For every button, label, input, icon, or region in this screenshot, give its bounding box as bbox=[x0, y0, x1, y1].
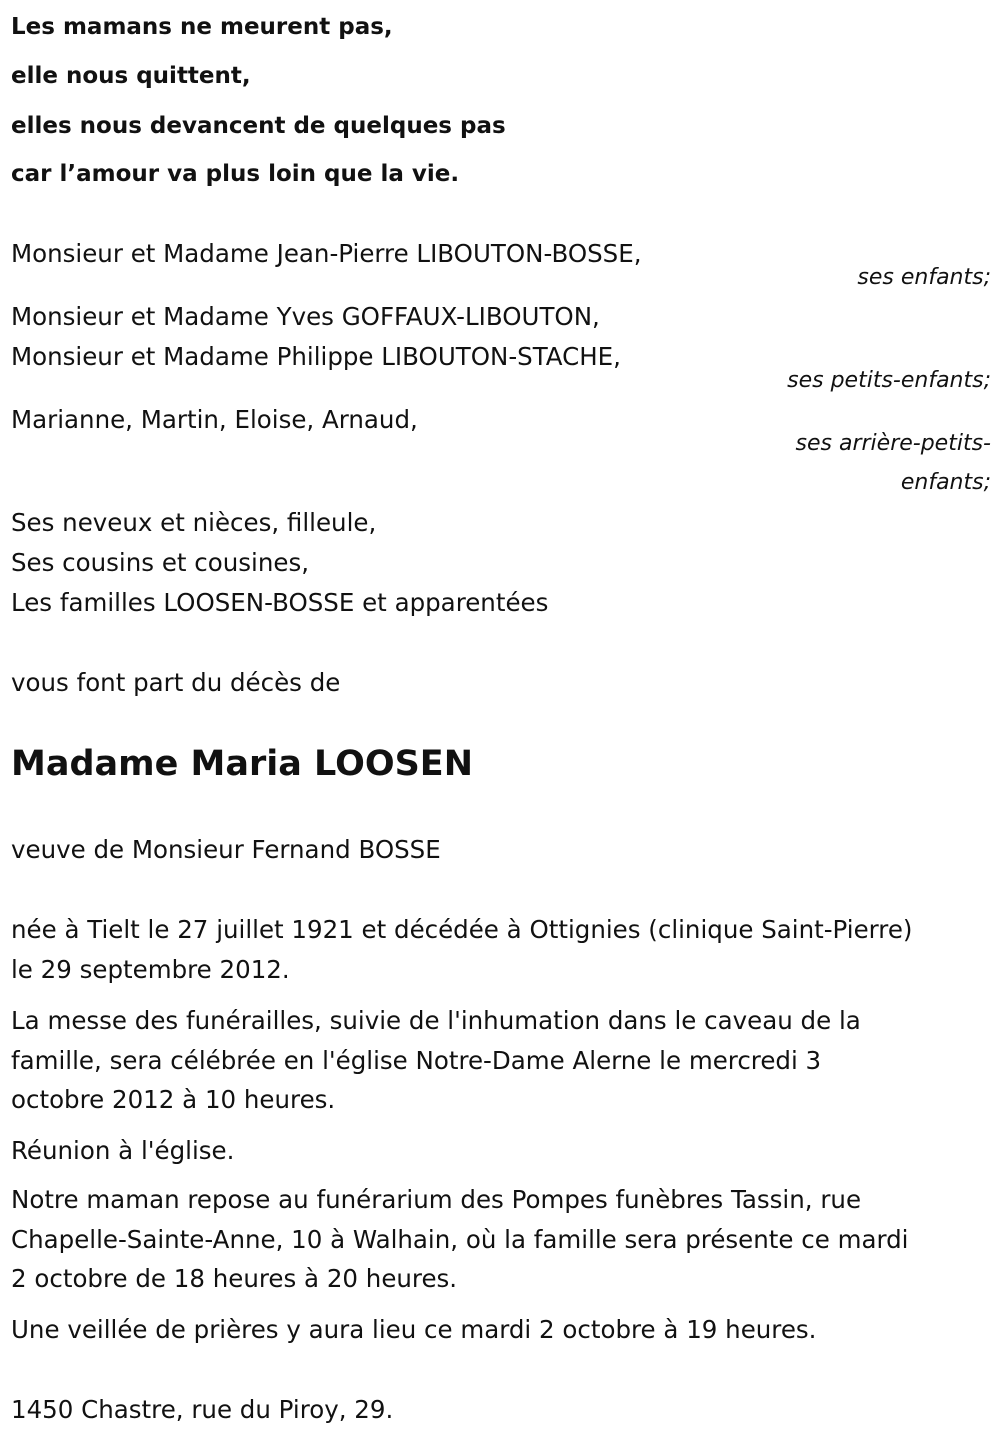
meeting-line: Réunion à l'église. bbox=[11, 1136, 235, 1165]
relatives-line: Ses cousins et cousines, bbox=[11, 548, 309, 577]
great-grandchildren-role: enfants; bbox=[900, 470, 991, 495]
widow-of-text: veuve de Monsieur Fernand BOSSE bbox=[11, 835, 441, 864]
grandchildren-role: ses petits-enfants; bbox=[787, 368, 991, 393]
funerarium-line: Notre maman repose au funérarium des Pompes funèbres Tassin, rue bbox=[11, 1185, 862, 1214]
funeral-line: octobre 2012 à 10 heures. bbox=[11, 1085, 336, 1114]
poem-line: elles nous devancent de quelques pas bbox=[11, 113, 506, 139]
children-line: Monsieur et Madame Jean-Pierre LIBOUTON-BOSSE, bbox=[11, 239, 642, 268]
vigil-line: Une veillée de prières y aura lieu ce mardi 2 octobre à 19 heures. bbox=[11, 1315, 817, 1344]
grandchildren-line: Monsieur et Madame Yves GOFFAUX-LIBOUTON, bbox=[11, 302, 600, 331]
funeral-line: famille, sera célébrée en l'église Notre-Dame Alerne le mercredi 3 bbox=[11, 1046, 822, 1075]
address-text: 1450 Chastre, rue du Piroy, 29. bbox=[11, 1395, 394, 1424]
children-role: ses enfants; bbox=[857, 265, 991, 290]
relatives-line: Ses neveux et nièces, filleule, bbox=[11, 508, 377, 537]
poem-line: elle nous quittent, bbox=[11, 63, 251, 89]
announcement-text: vous font part du décès de bbox=[11, 668, 341, 697]
birth-death-line: née à Tielt le 27 juillet 1921 et décédée à Ottignies (clinique Saint-Pierre) bbox=[11, 915, 913, 944]
great-grandchildren-role: ses arrière-petits- bbox=[795, 431, 991, 456]
poem-line: Les mamans ne meurent pas, bbox=[11, 14, 393, 40]
grandchildren-line: Monsieur et Madame Philippe LIBOUTON-STACHE, bbox=[11, 342, 621, 371]
funerarium-line: Chapelle-Sainte-Anne, 10 à Walhain, où la famille sera présente ce mardi bbox=[11, 1225, 909, 1254]
birth-death-line: le 29 septembre 2012. bbox=[11, 955, 290, 984]
great-grandchildren-line: Marianne, Martin, Eloise, Arnaud, bbox=[11, 405, 418, 434]
funeral-line: La messe des funérailles, suivie de l'inhumation dans le caveau de la bbox=[11, 1006, 861, 1035]
relatives-line: Les familles LOOSEN-BOSSE et apparentées bbox=[11, 588, 549, 617]
poem-line: car l’amour va plus loin que la vie. bbox=[11, 161, 460, 187]
funerarium-line: 2 octobre de 18 heures à 20 heures. bbox=[11, 1264, 458, 1293]
deceased-name: Madame Maria LOOSEN bbox=[11, 744, 473, 784]
